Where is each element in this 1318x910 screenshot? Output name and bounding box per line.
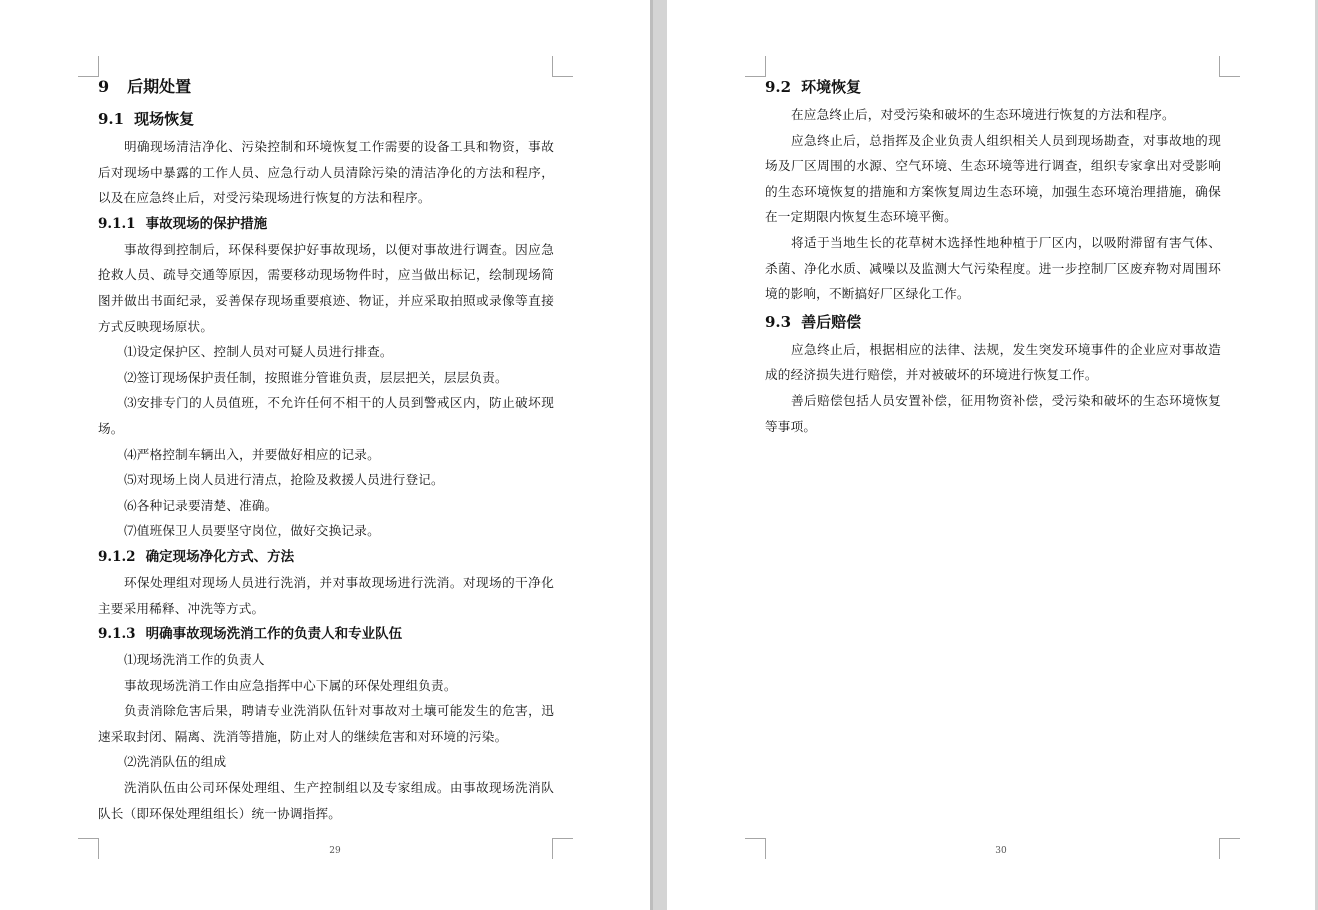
- crop-mark-top-left: [78, 56, 99, 77]
- page-content: [765, 72, 1221, 439]
- heading-number: 9.3: [765, 312, 792, 331]
- heading-text: 环境恢复: [801, 78, 862, 96]
- heading-9-2: [765, 72, 1221, 102]
- crop-mark-top-right: [1219, 56, 1240, 77]
- paragraph-team-title: ⑵洗消队伍的组成: [124, 754, 227, 770]
- paragraph-clean: 环保处理组对现场人员进行洗消，并对事故现场进行洗消。对现场的干净化主要采用稀释、冲洗等方式。: [98, 574, 554, 616]
- list-item: ⑸对现场上岗人员进行清点，抢险及救援人员进行登记。: [124, 472, 444, 488]
- crop-mark-top-right: [552, 56, 573, 77]
- heading-9-3: [765, 307, 1221, 337]
- heading-9-1-2: [98, 544, 554, 570]
- paragraph-team: 洗消队伍由公司环保处理组、生产控制组以及专家组成。由事故现场洗消队队长（即环保处理组组长）统一协调指挥。: [98, 780, 554, 821]
- heading-9-1-3: [98, 621, 554, 647]
- heading-9-1-1: [98, 211, 554, 237]
- list-item: ⑴设定保护区、控制人员对可疑人员进行排查。: [124, 344, 393, 360]
- heading-number: 9: [98, 77, 110, 96]
- list-item: ⑹各种记录要清楚、准确。: [124, 497, 278, 513]
- list-item: ⑺值班保卫人员要坚守岗位，做好交换记录。: [124, 523, 380, 539]
- heading-number: 9.2: [765, 78, 792, 96]
- page-number: 29: [329, 846, 341, 856]
- paragraph-compensation-2: 善后赔偿包括人员安置补偿，征用物资补偿，受污染和破坏的生态环境恢复等事项。: [765, 392, 1221, 434]
- heading-number: 9.1.3: [98, 626, 136, 643]
- crop-mark-top-left: [745, 56, 766, 77]
- paragraph-compensation-1: 应急终止后，根据相应的法律、法规，发生突发环境事件的企业应对事故造成的经济损失进行赔偿，并对被破坏的环境进行恢复工作。: [765, 341, 1221, 383]
- crop-mark-bottom-left: [78, 838, 99, 859]
- crop-mark-bottom-right: [1219, 838, 1240, 859]
- paragraph-lead: 事故现场洗消工作由应急指挥中心下属的环保处理组负责。: [124, 677, 457, 693]
- heading-number: 9.1.2: [98, 548, 136, 565]
- heading-text: 现场恢复: [134, 110, 195, 128]
- page-content: [98, 72, 554, 826]
- crop-mark-bottom-right: [552, 838, 573, 859]
- list-item: ⑶安排专门的人员值班，不允许任何不相干的人员到警戒区内，防止破坏现场。: [98, 395, 554, 436]
- heading-9-1: [98, 104, 554, 134]
- paragraph-env-1: 在应急终止后，对受污染和破坏的生态环境进行恢复的方法和程序。: [791, 107, 1175, 122]
- paragraph-env-2: 应急终止后，总指挥及企业负责人组织相关人员到现场勘查，对事故地的现场及厂区周围的水源、空气环境、生态环境等进行调查，组织专家拿出对受影响的生态环境恢复的措施和方案恢复周边生态环境，加强生态环境治理措施，确保在一定期限内恢复生态环境平衡。: [765, 132, 1221, 225]
- paragraph-harm: 负责消除危害后果，聘请专业洗消队伍针对事故对土壤可能发生的危害，迅速采取封闭、隔离、洗消等措施，防止对人的继续危害和对环境的污染。: [98, 703, 554, 744]
- heading-number: 9.1: [98, 110, 125, 128]
- list-item: ⑷严格控制车辆出入，并要做好相应的记录。: [124, 446, 380, 462]
- page-29: [0, 0, 650, 910]
- paragraph-intro: 明确现场清洁净化、污染控制和环境恢复工作需要的设备工具和物资，事故后对现场中暴露的工作人员、应急行动人员清除污染的清洁净化的方法和程序，以及在应急终止后，对受污染现场进行恢复的方法和程序。: [98, 139, 554, 206]
- heading-text: 事故现场的保护措施: [145, 215, 268, 232]
- page-number: 30: [995, 846, 1007, 856]
- paragraph-protect: 事故得到控制后，环保科要保护好事故现场，以便对事故进行调查。因应急抢救人员、疏导交通等原因，需要移动现场物件时，应当做出标记，绘制现场简图并做出书面纪录，妥善保存现场重要痕迹、物证，并应采取拍照或录像等直接方式反映现场原状。: [98, 241, 554, 334]
- heading-text: 明确事故现场洗消工作的负责人和专业队伍: [145, 626, 403, 643]
- paragraph-env-3: 将适于当地生长的花草树木选择性地种植于厂区内，以吸附滞留有害气体、杀菌、净化水质、减噪以及监测大气污染程度。进一步控制厂区废弃物对周围环境的影响，不断搞好厂区绿化工作。: [765, 234, 1221, 302]
- heading-text: 确定现场净化方式、方法: [145, 548, 295, 565]
- page-30: [667, 0, 1318, 910]
- heading-text: 善后赔偿: [801, 312, 862, 331]
- heading-number: 9.1.1: [98, 215, 136, 232]
- heading-9: [98, 72, 554, 102]
- heading-text: 后期处置: [127, 77, 192, 96]
- crop-mark-bottom-left: [745, 838, 766, 859]
- page-gutter-shadow: [650, 0, 653, 910]
- list-item: ⑵签订现场保护责任制，按照谁分管谁负责，层层把关，层层负责。: [124, 369, 508, 385]
- paragraph-lead-title: ⑴现场洗消工作的负责人: [124, 652, 265, 668]
